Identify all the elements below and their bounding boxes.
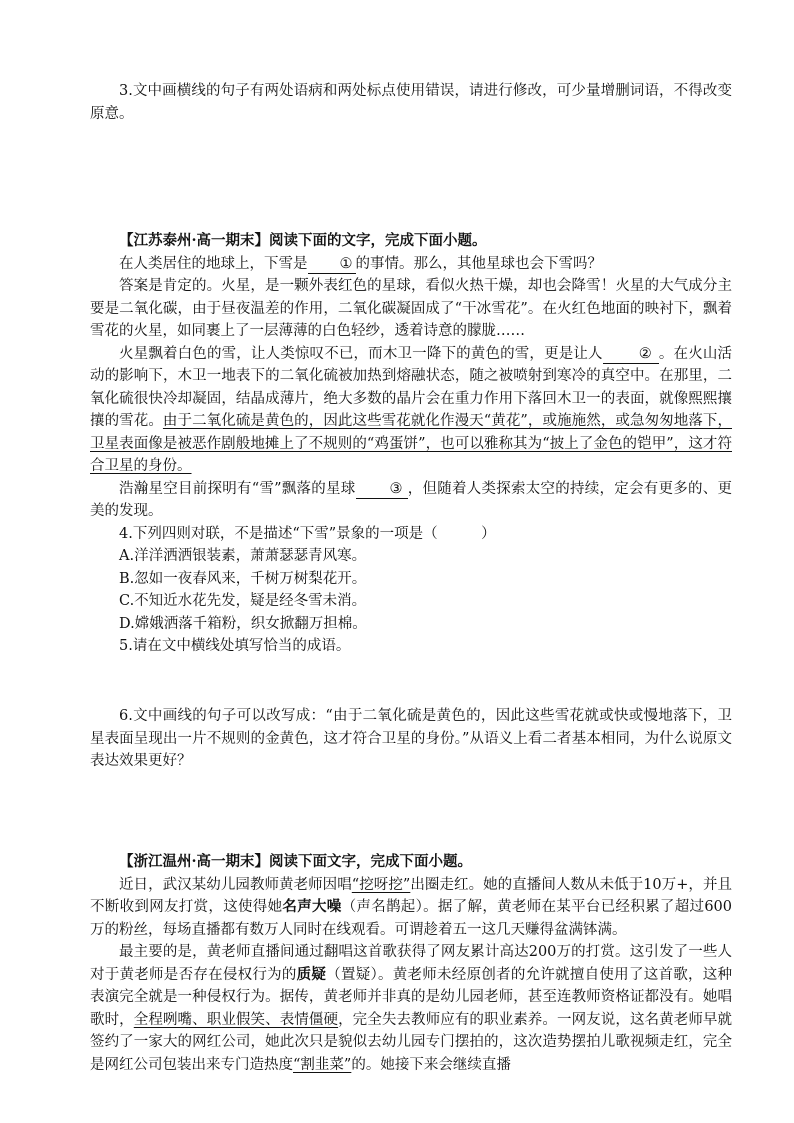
bold-term-2: 质疑 (296, 965, 327, 983)
question-6 (90, 705, 732, 773)
passage-2-para-1 (90, 874, 732, 942)
text-span: （置疑）。黄老师未经原创者的允许就擅自使用了这首歌，这种表演完全就是一种侵权行为。据传，黄老师并非真的是幼儿园老师，甚至连教师资格证都没有。她唱歌时， (90, 966, 733, 1028)
song-title: “挖呀挖” (351, 876, 411, 893)
question-3 (90, 80, 732, 125)
blank-2: ② (603, 345, 659, 364)
bold-term-1: 名声大噪 (282, 898, 342, 915)
underlined-phrase-1: 全程咧嘴、职业假笑、表情僵硬 (133, 1011, 339, 1028)
question-4-stem: 4.下列四则对联，不是描述“下雪”景象的一项是（ ） (119, 525, 496, 542)
text-span: 在人类居住的地球上，下雪是 (119, 255, 308, 272)
question-4-option-c: C.不知近水花先发，疑是经冬雪未消。 (119, 593, 367, 609)
question-3-text: 3.文中画横线的句子有两处语病和两处标点使用错误，请进行修改，可少量增删词语，不得改变原意。 (90, 83, 732, 122)
text-span: 。在火山活动的影响下，木卫一地表下的二氧化硫被加热到熔融状态，随之被喷射到寒冷的真空中。在那里，二氧化硫很快冷却凝固，结晶成薄片，绝大多数的晶片会在重力作用下落回木卫一的表面，就像熙熙攘攘的雪花。 (90, 345, 733, 429)
question-4-option-a: A.洋洋洒洒银装素，萧萧瑟瑟青风寒。 (119, 548, 367, 564)
text-span: 的。她接下来会继续直播 (351, 1056, 511, 1073)
text-span: ，完全失去教师应有的职业素养。一网友说，这名黄老师早就签约了一家大的网红公司，她此次只是貌似去幼儿园专门摆拍的，这次造势摆拍儿歌视频走红，完全是网红公司包装出来专门造热度 (90, 1011, 733, 1073)
underlined-phrase-2: “割韭菜” (293, 1056, 352, 1073)
text-span: 出圈走红。她的直播间人数从未低于10万+，并且不断收到网友打赏，这使得她 (90, 876, 733, 915)
question-4-option-b: B.忽如一夜春风来，千树万树梨花开。 (119, 570, 367, 587)
passage-2-heading: 【浙江温州·高一期末】阅读下面文字，完成下面小题。 (119, 853, 473, 870)
text-span: 浩瀚星空目前探明有“雪”飘落的星球 (119, 480, 356, 497)
passage-1-para-4 (90, 478, 732, 523)
passage-1-heading: 【江苏泰州·高一期末】阅读下面的文字，完成下面小题。 (119, 232, 487, 249)
text-span: 火星飘着白色的雪，让人类惊叹不已，而木卫一降下的黄色的雪，更是让人 (119, 345, 603, 362)
question-5-text: 5.请在文中横线处填写恰当的成语。 (119, 638, 351, 654)
passage-2 (90, 851, 732, 1076)
passage-1-para-2: 答案是肯定的。火星，是一颗外表红色的星球，看似火热干燥，却也会降雪！火星的大气成分主要是二氧化碳，由于昼夜温差的作用，二氧化碳凝固成了“干冰雪花”。在火红色地面的映衬下，飘着雪花的火星，如同裹上了一层薄薄的白色轻纱，透着诗意的朦胧…… (90, 278, 732, 339)
passage-1 (90, 230, 732, 658)
question-4-option-d: D.嫦娥洒落千箱粉，织女掀翻万担棉。 (119, 615, 367, 632)
question-6-text: 6.文中画线的句子可以改写成：“由于二氧化硫是黄色的，因此这些雪花就或快或慢地落下，卫星表面呈现出一片不规则的金黄色，这才符合卫星的身份。”从语义上看二者基本相同，为什么说原文表达效果更好？ (90, 708, 732, 769)
underlined-sentence: 由于二氧化硫是黄色的，因此这些雪花就化作漫天“黄花”，或施施然，或急匆匆地落下，卫星表面像是被恶作剧般地摊上了不规则的“鸡蛋饼”，也可以雅称其为“披上了金色的铠甲”，这才符合卫星的身份。 (90, 413, 732, 474)
blank-3: ③ (356, 480, 408, 499)
text-span: 近日，武汉某幼儿园教师黄老师因唱 (119, 876, 352, 893)
text-span: 的事情。那么，其他星球也会下雪吗？ (355, 255, 602, 272)
text-span: 最主要的是，黄老师直播间通过翻唱这首歌获得了网友累计高达200万的打赏。这引发了一些人对于黄老师是否存在侵权行为的 (90, 944, 732, 983)
passage-1-para-3 (90, 343, 732, 478)
text-span: （声名鹊起）。据了解，黄老师在某平台已经积累了超过600万的粉丝，每场直播都有数万人同时在线观看。可谓趁着五一这几天赚得盆满钵满。 (90, 899, 732, 938)
passage-1-para-1 (90, 253, 732, 276)
blank-1: ① (308, 255, 356, 274)
text-span: ，但随着人类探索太空的持续，定会有更多的、更美的发现。 (90, 480, 733, 519)
passage-2-para-2 (90, 941, 732, 1076)
